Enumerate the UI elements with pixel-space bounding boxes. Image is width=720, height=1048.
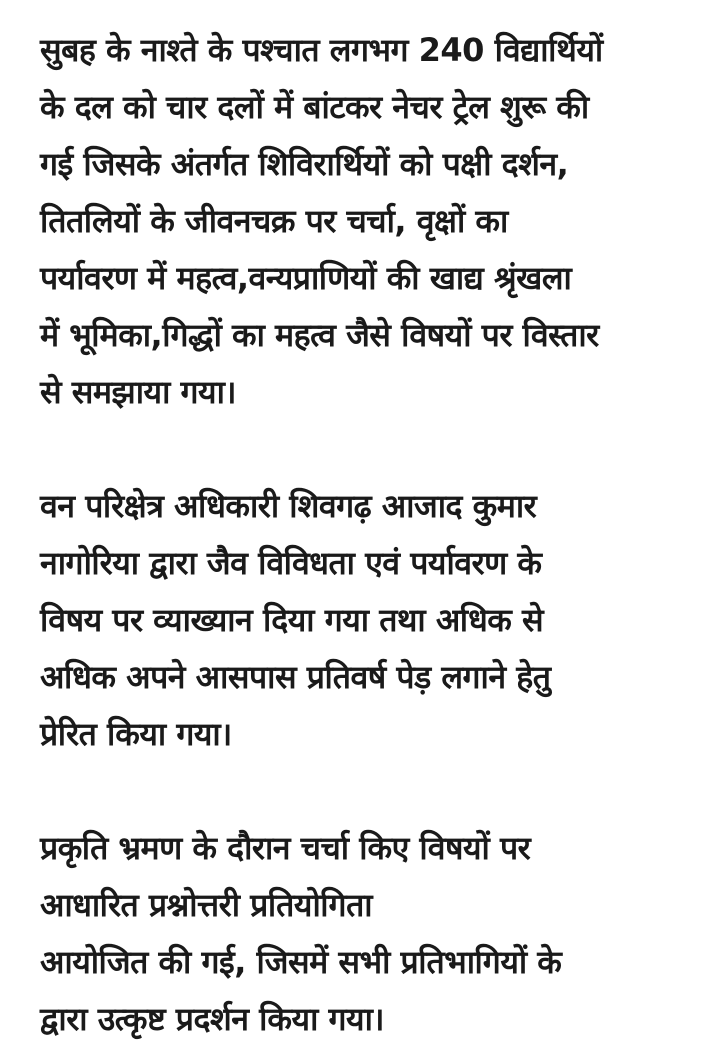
paragraph-line: से समझाया गया। (40, 373, 237, 411)
paragraph-line: विषय पर व्याख्यान दिया गया तथा अधिक से (40, 601, 544, 639)
paragraph-spacer (40, 421, 708, 478)
paragraph-spacer (40, 763, 708, 820)
paragraph-line: के दल को चार दलों में बांटकर नेचर ट्रेल शुरू की (40, 88, 589, 126)
paragraph-line: नागोरिया द्वारा जैव विविधता एवं पर्यावरण के (40, 544, 542, 582)
paragraph-3 (40, 820, 708, 1048)
paragraph-1 (40, 22, 708, 421)
paragraph-2 (40, 478, 708, 763)
paragraph-line: में भूमिका,गिद्धों का महत्व जैसे विषयों पर विस्तार (40, 316, 599, 354)
paragraph-line: तितलियों के जीवनचक्र पर चर्चा, वृक्षों का (40, 202, 508, 240)
paragraph-line: पर्यावरण में महत्व,वन्यप्राणियों की खाद्य श्रृंखला (40, 259, 572, 297)
article-body (40, 22, 708, 1048)
paragraph-line: सुबह के नाश्ते के पश्चात लगभग 240 विद्यार्थियों (40, 31, 603, 69)
paragraph-line: गई जिसके अंतर्गत शिविरार्थियों को पक्षी दर्शन, (40, 145, 569, 183)
paragraph-line: अधिक अपने आसपास प्रतिवर्ष पेड़ लगाने हेतु (40, 658, 551, 696)
paragraph-line: वन परिक्षेत्र अधिकारी शिवगढ़ आजाद कुमार (40, 487, 537, 525)
paragraph-line: द्वारा उत्कृष्ट प्रदर्शन किया गया। (40, 1000, 384, 1038)
paragraph-line: आयोजित की गई, जिसमें सभी प्रतिभागियों के (40, 943, 562, 981)
paragraph-line: प्रेरित किया गया। (40, 715, 232, 753)
paragraph-line: प्रकृति भ्रमण के दौरान चर्चा किए विषयों पर (40, 829, 531, 867)
paragraph-line: आधारित प्रश्नोत्तरी प्रतियोगिता (40, 886, 373, 924)
